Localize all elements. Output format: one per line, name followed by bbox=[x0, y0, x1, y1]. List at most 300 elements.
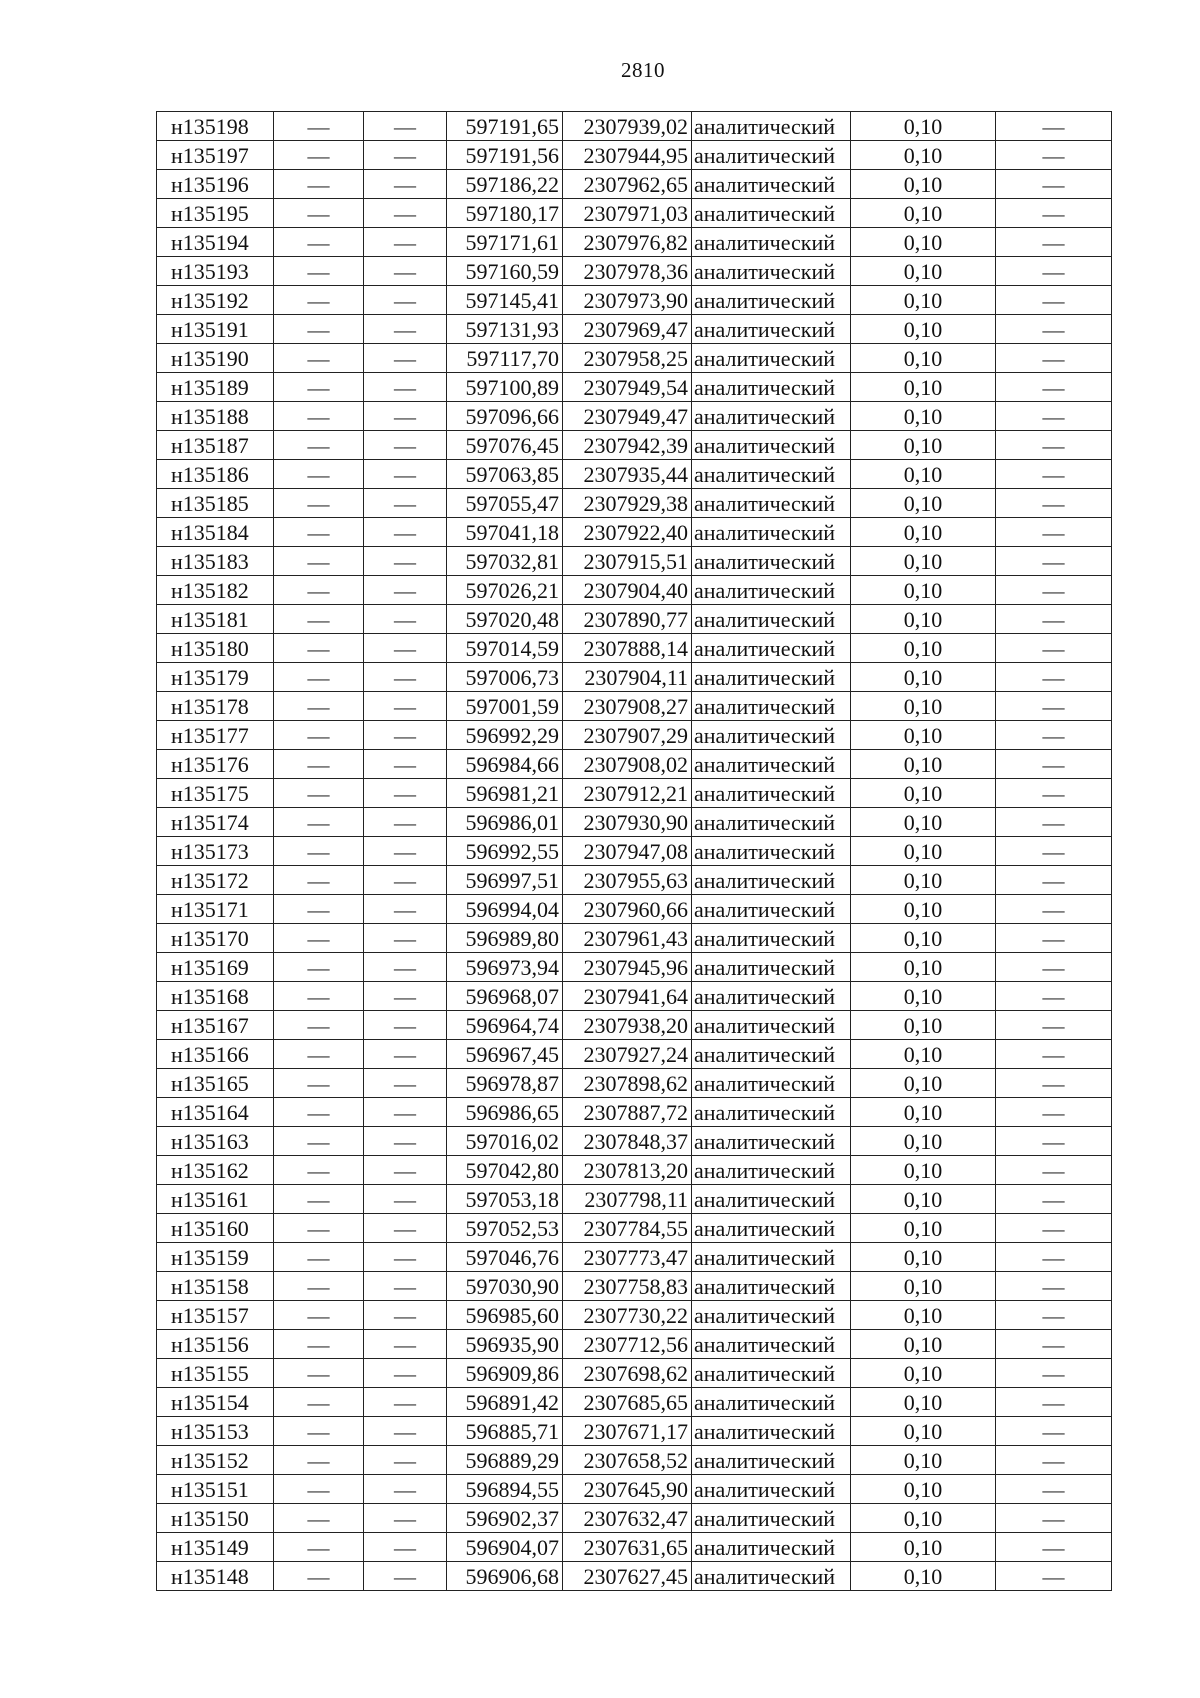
table-row bbox=[157, 808, 1112, 837]
method-cell: аналитический bbox=[692, 1359, 851, 1388]
point-id-cell: н135198 bbox=[157, 112, 274, 141]
x-coordinate-cell: 597053,18 bbox=[447, 1185, 563, 1214]
accuracy-cell: 0,10 bbox=[851, 460, 996, 489]
table-row bbox=[157, 605, 1112, 634]
x-coordinate-cell: 596989,80 bbox=[447, 924, 563, 953]
table-row bbox=[157, 1475, 1112, 1504]
x-coordinate-cell: 597055,47 bbox=[447, 489, 563, 518]
empty-cell: — bbox=[364, 431, 447, 460]
method-cell: аналитический bbox=[692, 663, 851, 692]
table-row bbox=[157, 1127, 1112, 1156]
point-id-cell: н135174 bbox=[157, 808, 274, 837]
empty-cell: — bbox=[274, 1011, 364, 1040]
table-row bbox=[157, 170, 1112, 199]
empty-cell: — bbox=[364, 721, 447, 750]
method-cell: аналитический bbox=[692, 1127, 851, 1156]
x-coordinate-cell: 596902,37 bbox=[447, 1504, 563, 1533]
empty-cell: — bbox=[996, 431, 1112, 460]
x-coordinate-cell: 597014,59 bbox=[447, 634, 563, 663]
empty-cell: — bbox=[996, 576, 1112, 605]
point-id-cell: н135188 bbox=[157, 402, 274, 431]
y-coordinate-cell: 2307944,95 bbox=[563, 141, 692, 170]
table-row bbox=[157, 634, 1112, 663]
empty-cell: — bbox=[274, 1562, 364, 1591]
y-coordinate-cell: 2307904,11 bbox=[563, 663, 692, 692]
y-coordinate-cell: 2307935,44 bbox=[563, 460, 692, 489]
empty-cell: — bbox=[996, 460, 1112, 489]
x-coordinate-cell: 597016,02 bbox=[447, 1127, 563, 1156]
table-row bbox=[157, 924, 1112, 953]
empty-cell: — bbox=[274, 1098, 364, 1127]
point-id-cell: н135149 bbox=[157, 1533, 274, 1562]
empty-cell: — bbox=[274, 344, 364, 373]
empty-cell: — bbox=[364, 837, 447, 866]
empty-cell: — bbox=[996, 228, 1112, 257]
x-coordinate-cell: 596885,71 bbox=[447, 1417, 563, 1446]
method-cell: аналитический bbox=[692, 837, 851, 866]
empty-cell: — bbox=[364, 779, 447, 808]
y-coordinate-cell: 2307758,83 bbox=[563, 1272, 692, 1301]
empty-cell: — bbox=[996, 344, 1112, 373]
accuracy-cell: 0,10 bbox=[851, 1011, 996, 1040]
y-coordinate-cell: 2307773,47 bbox=[563, 1243, 692, 1272]
x-coordinate-cell: 597052,53 bbox=[447, 1214, 563, 1243]
y-coordinate-cell: 2307949,54 bbox=[563, 373, 692, 402]
empty-cell: — bbox=[996, 199, 1112, 228]
accuracy-cell: 0,10 bbox=[851, 199, 996, 228]
accuracy-cell: 0,10 bbox=[851, 228, 996, 257]
empty-cell: — bbox=[274, 141, 364, 170]
point-id-cell: н135155 bbox=[157, 1359, 274, 1388]
table-body bbox=[157, 112, 1112, 1591]
y-coordinate-cell: 2307813,20 bbox=[563, 1156, 692, 1185]
y-coordinate-cell: 2307890,77 bbox=[563, 605, 692, 634]
table-row bbox=[157, 1417, 1112, 1446]
point-id-cell: н135192 bbox=[157, 286, 274, 315]
empty-cell: — bbox=[364, 1388, 447, 1417]
y-coordinate-cell: 2307973,90 bbox=[563, 286, 692, 315]
empty-cell: — bbox=[364, 112, 447, 141]
empty-cell: — bbox=[364, 518, 447, 547]
point-id-cell: н135156 bbox=[157, 1330, 274, 1359]
point-id-cell: н135194 bbox=[157, 228, 274, 257]
empty-cell: — bbox=[364, 1214, 447, 1243]
y-coordinate-cell: 2307962,65 bbox=[563, 170, 692, 199]
table-row bbox=[157, 663, 1112, 692]
y-coordinate-cell: 2307945,96 bbox=[563, 953, 692, 982]
accuracy-cell: 0,10 bbox=[851, 547, 996, 576]
y-coordinate-cell: 2307930,90 bbox=[563, 808, 692, 837]
y-coordinate-cell: 2307908,27 bbox=[563, 692, 692, 721]
point-id-cell: н135167 bbox=[157, 1011, 274, 1040]
accuracy-cell: 0,10 bbox=[851, 1475, 996, 1504]
point-id-cell: н135166 bbox=[157, 1040, 274, 1069]
accuracy-cell: 0,10 bbox=[851, 1156, 996, 1185]
empty-cell: — bbox=[996, 1272, 1112, 1301]
method-cell: аналитический bbox=[692, 1272, 851, 1301]
accuracy-cell: 0,10 bbox=[851, 1127, 996, 1156]
table-row bbox=[157, 112, 1112, 141]
method-cell: аналитический bbox=[692, 1417, 851, 1446]
method-cell: аналитический bbox=[692, 953, 851, 982]
x-coordinate-cell: 596967,45 bbox=[447, 1040, 563, 1069]
empty-cell: — bbox=[274, 315, 364, 344]
y-coordinate-cell: 2307645,90 bbox=[563, 1475, 692, 1504]
x-coordinate-cell: 597180,17 bbox=[447, 199, 563, 228]
accuracy-cell: 0,10 bbox=[851, 257, 996, 286]
empty-cell: — bbox=[996, 1533, 1112, 1562]
empty-cell: — bbox=[274, 1069, 364, 1098]
empty-cell: — bbox=[996, 1562, 1112, 1591]
y-coordinate-cell: 2307730,22 bbox=[563, 1301, 692, 1330]
accuracy-cell: 0,10 bbox=[851, 1417, 996, 1446]
y-coordinate-cell: 2307631,65 bbox=[563, 1533, 692, 1562]
method-cell: аналитический bbox=[692, 547, 851, 576]
point-id-cell: н135171 bbox=[157, 895, 274, 924]
method-cell: аналитический bbox=[692, 634, 851, 663]
method-cell: аналитический bbox=[692, 895, 851, 924]
accuracy-cell: 0,10 bbox=[851, 1562, 996, 1591]
method-cell: аналитический bbox=[692, 1330, 851, 1359]
point-id-cell: н135158 bbox=[157, 1272, 274, 1301]
point-id-cell: н135148 bbox=[157, 1562, 274, 1591]
x-coordinate-cell: 596894,55 bbox=[447, 1475, 563, 1504]
table-row bbox=[157, 1330, 1112, 1359]
empty-cell: — bbox=[274, 634, 364, 663]
empty-cell: — bbox=[274, 1417, 364, 1446]
empty-cell: — bbox=[996, 663, 1112, 692]
x-coordinate-cell: 596904,07 bbox=[447, 1533, 563, 1562]
accuracy-cell: 0,10 bbox=[851, 750, 996, 779]
empty-cell: — bbox=[996, 1388, 1112, 1417]
empty-cell: — bbox=[274, 112, 364, 141]
empty-cell: — bbox=[274, 1214, 364, 1243]
empty-cell: — bbox=[274, 982, 364, 1011]
point-id-cell: н135163 bbox=[157, 1127, 274, 1156]
point-id-cell: н135190 bbox=[157, 344, 274, 373]
empty-cell: — bbox=[996, 489, 1112, 518]
method-cell: аналитический bbox=[692, 576, 851, 605]
empty-cell: — bbox=[274, 750, 364, 779]
method-cell: аналитический bbox=[692, 373, 851, 402]
empty-cell: — bbox=[364, 315, 447, 344]
method-cell: аналитический bbox=[692, 1011, 851, 1040]
x-coordinate-cell: 596978,87 bbox=[447, 1069, 563, 1098]
method-cell: аналитический bbox=[692, 779, 851, 808]
table-row bbox=[157, 1359, 1112, 1388]
point-id-cell: н135160 bbox=[157, 1214, 274, 1243]
empty-cell: — bbox=[996, 257, 1112, 286]
table-row bbox=[157, 1040, 1112, 1069]
point-id-cell: н135170 bbox=[157, 924, 274, 953]
x-coordinate-cell: 596985,60 bbox=[447, 1301, 563, 1330]
x-coordinate-cell: 597145,41 bbox=[447, 286, 563, 315]
point-id-cell: н135169 bbox=[157, 953, 274, 982]
accuracy-cell: 0,10 bbox=[851, 692, 996, 721]
point-id-cell: н135175 bbox=[157, 779, 274, 808]
x-coordinate-cell: 597096,66 bbox=[447, 402, 563, 431]
point-id-cell: н135181 bbox=[157, 605, 274, 634]
point-id-cell: н135173 bbox=[157, 837, 274, 866]
table-row bbox=[157, 431, 1112, 460]
empty-cell: — bbox=[364, 199, 447, 228]
empty-cell: — bbox=[996, 1446, 1112, 1475]
y-coordinate-cell: 2307922,40 bbox=[563, 518, 692, 547]
empty-cell: — bbox=[274, 1243, 364, 1272]
empty-cell: — bbox=[996, 953, 1112, 982]
empty-cell: — bbox=[364, 1446, 447, 1475]
empty-cell: — bbox=[996, 1156, 1112, 1185]
empty-cell: — bbox=[364, 1156, 447, 1185]
accuracy-cell: 0,10 bbox=[851, 1301, 996, 1330]
accuracy-cell: 0,10 bbox=[851, 315, 996, 344]
accuracy-cell: 0,10 bbox=[851, 576, 996, 605]
method-cell: аналитический bbox=[692, 460, 851, 489]
empty-cell: — bbox=[274, 895, 364, 924]
method-cell: аналитический bbox=[692, 431, 851, 460]
table-row bbox=[157, 315, 1112, 344]
empty-cell: — bbox=[364, 1243, 447, 1272]
table-row bbox=[157, 344, 1112, 373]
empty-cell: — bbox=[274, 576, 364, 605]
y-coordinate-cell: 2307898,62 bbox=[563, 1069, 692, 1098]
accuracy-cell: 0,10 bbox=[851, 112, 996, 141]
method-cell: аналитический bbox=[692, 199, 851, 228]
empty-cell: — bbox=[996, 750, 1112, 779]
empty-cell: — bbox=[274, 257, 364, 286]
empty-cell: — bbox=[274, 1330, 364, 1359]
empty-cell: — bbox=[364, 1069, 447, 1098]
empty-cell: — bbox=[996, 1040, 1112, 1069]
y-coordinate-cell: 2307960,66 bbox=[563, 895, 692, 924]
accuracy-cell: 0,10 bbox=[851, 634, 996, 663]
point-id-cell: н135178 bbox=[157, 692, 274, 721]
x-coordinate-cell: 597046,76 bbox=[447, 1243, 563, 1272]
empty-cell: — bbox=[996, 547, 1112, 576]
table-row bbox=[157, 1156, 1112, 1185]
y-coordinate-cell: 2307658,52 bbox=[563, 1446, 692, 1475]
accuracy-cell: 0,10 bbox=[851, 344, 996, 373]
point-id-cell: н135195 bbox=[157, 199, 274, 228]
empty-cell: — bbox=[274, 837, 364, 866]
x-coordinate-cell: 597032,81 bbox=[447, 547, 563, 576]
accuracy-cell: 0,10 bbox=[851, 895, 996, 924]
x-coordinate-cell: 597042,80 bbox=[447, 1156, 563, 1185]
empty-cell: — bbox=[274, 489, 364, 518]
empty-cell: — bbox=[996, 1214, 1112, 1243]
empty-cell: — bbox=[364, 576, 447, 605]
accuracy-cell: 0,10 bbox=[851, 837, 996, 866]
x-coordinate-cell: 596997,51 bbox=[447, 866, 563, 895]
method-cell: аналитический bbox=[692, 1040, 851, 1069]
table-row bbox=[157, 228, 1112, 257]
point-id-cell: н135176 bbox=[157, 750, 274, 779]
empty-cell: — bbox=[996, 1011, 1112, 1040]
point-id-cell: н135191 bbox=[157, 315, 274, 344]
method-cell: аналитический bbox=[692, 112, 851, 141]
empty-cell: — bbox=[996, 518, 1112, 547]
method-cell: аналитический bbox=[692, 1562, 851, 1591]
y-coordinate-cell: 2307947,08 bbox=[563, 837, 692, 866]
point-id-cell: н135157 bbox=[157, 1301, 274, 1330]
method-cell: аналитический bbox=[692, 1446, 851, 1475]
empty-cell: — bbox=[996, 837, 1112, 866]
accuracy-cell: 0,10 bbox=[851, 1330, 996, 1359]
empty-cell: — bbox=[996, 112, 1112, 141]
empty-cell: — bbox=[364, 924, 447, 953]
empty-cell: — bbox=[364, 402, 447, 431]
point-id-cell: н135185 bbox=[157, 489, 274, 518]
empty-cell: — bbox=[996, 1475, 1112, 1504]
empty-cell: — bbox=[996, 1359, 1112, 1388]
empty-cell: — bbox=[274, 518, 364, 547]
accuracy-cell: 0,10 bbox=[851, 1069, 996, 1098]
x-coordinate-cell: 596984,66 bbox=[447, 750, 563, 779]
empty-cell: — bbox=[996, 692, 1112, 721]
x-coordinate-cell: 597041,18 bbox=[447, 518, 563, 547]
x-coordinate-cell: 596986,65 bbox=[447, 1098, 563, 1127]
empty-cell: — bbox=[274, 1475, 364, 1504]
y-coordinate-cell: 2307938,20 bbox=[563, 1011, 692, 1040]
method-cell: аналитический bbox=[692, 1533, 851, 1562]
empty-cell: — bbox=[996, 1504, 1112, 1533]
empty-cell: — bbox=[274, 779, 364, 808]
accuracy-cell: 0,10 bbox=[851, 1359, 996, 1388]
accuracy-cell: 0,10 bbox=[851, 489, 996, 518]
empty-cell: — bbox=[364, 866, 447, 895]
empty-cell: — bbox=[364, 692, 447, 721]
empty-cell: — bbox=[364, 1359, 447, 1388]
accuracy-cell: 0,10 bbox=[851, 1214, 996, 1243]
table-row bbox=[157, 1533, 1112, 1562]
empty-cell: — bbox=[996, 605, 1112, 634]
empty-cell: — bbox=[996, 141, 1112, 170]
empty-cell: — bbox=[274, 170, 364, 199]
x-coordinate-cell: 597063,85 bbox=[447, 460, 563, 489]
x-coordinate-cell: 597186,22 bbox=[447, 170, 563, 199]
method-cell: аналитический bbox=[692, 315, 851, 344]
method-cell: аналитический bbox=[692, 228, 851, 257]
empty-cell: — bbox=[996, 924, 1112, 953]
page-number: 2810 bbox=[621, 58, 665, 82]
method-cell: аналитический bbox=[692, 141, 851, 170]
empty-cell: — bbox=[364, 228, 447, 257]
x-coordinate-cell: 597160,59 bbox=[447, 257, 563, 286]
empty-cell: — bbox=[274, 1504, 364, 1533]
empty-cell: — bbox=[274, 373, 364, 402]
x-coordinate-cell: 596992,55 bbox=[447, 837, 563, 866]
table-row bbox=[157, 257, 1112, 286]
table-row bbox=[157, 576, 1112, 605]
x-coordinate-cell: 597020,48 bbox=[447, 605, 563, 634]
table-row bbox=[157, 518, 1112, 547]
accuracy-cell: 0,10 bbox=[851, 663, 996, 692]
table-row bbox=[157, 953, 1112, 982]
method-cell: аналитический bbox=[692, 1185, 851, 1214]
y-coordinate-cell: 2307927,24 bbox=[563, 1040, 692, 1069]
table-row bbox=[157, 460, 1112, 489]
empty-cell: — bbox=[364, 1185, 447, 1214]
method-cell: аналитический bbox=[692, 402, 851, 431]
y-coordinate-cell: 2307978,36 bbox=[563, 257, 692, 286]
empty-cell: — bbox=[364, 808, 447, 837]
empty-cell: — bbox=[364, 1330, 447, 1359]
accuracy-cell: 0,10 bbox=[851, 982, 996, 1011]
point-id-cell: н135150 bbox=[157, 1504, 274, 1533]
empty-cell: — bbox=[364, 1504, 447, 1533]
empty-cell: — bbox=[274, 460, 364, 489]
point-id-cell: н135182 bbox=[157, 576, 274, 605]
method-cell: аналитический bbox=[692, 344, 851, 373]
empty-cell: — bbox=[364, 489, 447, 518]
empty-cell: — bbox=[996, 721, 1112, 750]
empty-cell: — bbox=[364, 1272, 447, 1301]
y-coordinate-cell: 2307949,47 bbox=[563, 402, 692, 431]
y-coordinate-cell: 2307685,65 bbox=[563, 1388, 692, 1417]
accuracy-cell: 0,10 bbox=[851, 1040, 996, 1069]
empty-cell: — bbox=[364, 1475, 447, 1504]
empty-cell: — bbox=[996, 1243, 1112, 1272]
accuracy-cell: 0,10 bbox=[851, 170, 996, 199]
x-coordinate-cell: 596909,86 bbox=[447, 1359, 563, 1388]
x-coordinate-cell: 597117,70 bbox=[447, 344, 563, 373]
accuracy-cell: 0,10 bbox=[851, 1446, 996, 1475]
empty-cell: — bbox=[364, 1040, 447, 1069]
point-id-cell: н135186 bbox=[157, 460, 274, 489]
point-id-cell: н135164 bbox=[157, 1098, 274, 1127]
empty-cell: — bbox=[364, 750, 447, 779]
accuracy-cell: 0,10 bbox=[851, 141, 996, 170]
table-row bbox=[157, 1446, 1112, 1475]
accuracy-cell: 0,10 bbox=[851, 518, 996, 547]
point-id-cell: н135183 bbox=[157, 547, 274, 576]
empty-cell: — bbox=[996, 1330, 1112, 1359]
x-coordinate-cell: 597131,93 bbox=[447, 315, 563, 344]
empty-cell: — bbox=[274, 1388, 364, 1417]
x-coordinate-cell: 597030,90 bbox=[447, 1272, 563, 1301]
method-cell: аналитический bbox=[692, 1214, 851, 1243]
empty-cell: — bbox=[274, 1533, 364, 1562]
empty-cell: — bbox=[274, 721, 364, 750]
empty-cell: — bbox=[364, 460, 447, 489]
table-row bbox=[157, 692, 1112, 721]
table-row bbox=[157, 1098, 1112, 1127]
y-coordinate-cell: 2307888,14 bbox=[563, 634, 692, 663]
x-coordinate-cell: 597026,21 bbox=[447, 576, 563, 605]
empty-cell: — bbox=[364, 141, 447, 170]
method-cell: аналитический bbox=[692, 866, 851, 895]
empty-cell: — bbox=[364, 1533, 447, 1562]
x-coordinate-cell: 596891,42 bbox=[447, 1388, 563, 1417]
empty-cell: — bbox=[364, 257, 447, 286]
empty-cell: — bbox=[274, 1446, 364, 1475]
empty-cell: — bbox=[364, 373, 447, 402]
y-coordinate-cell: 2307784,55 bbox=[563, 1214, 692, 1243]
empty-cell: — bbox=[274, 286, 364, 315]
y-coordinate-cell: 2307907,29 bbox=[563, 721, 692, 750]
point-id-cell: н135168 bbox=[157, 982, 274, 1011]
empty-cell: — bbox=[274, 924, 364, 953]
method-cell: аналитический bbox=[692, 518, 851, 547]
point-id-cell: н135151 bbox=[157, 1475, 274, 1504]
empty-cell: — bbox=[274, 866, 364, 895]
point-id-cell: н135153 bbox=[157, 1417, 274, 1446]
y-coordinate-cell: 2307941,64 bbox=[563, 982, 692, 1011]
table-row bbox=[157, 547, 1112, 576]
table-row bbox=[157, 1185, 1112, 1214]
empty-cell: — bbox=[274, 199, 364, 228]
empty-cell: — bbox=[996, 373, 1112, 402]
